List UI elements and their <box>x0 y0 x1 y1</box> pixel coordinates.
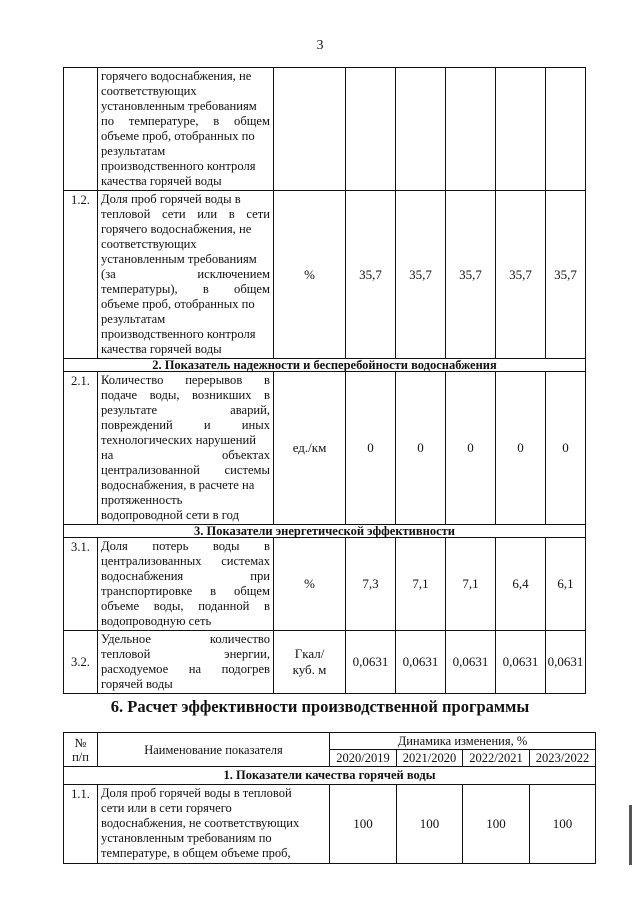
section-title: 6. Расчет эффективности производственной программы <box>110 697 530 716</box>
value-cell: 6,4 <box>496 538 546 631</box>
value-cell: 6,1 <box>546 538 586 631</box>
value-cell: 100 <box>330 785 397 864</box>
table-row <box>64 68 586 191</box>
section-row <box>64 767 596 785</box>
column-header-name: Наименование показателя <box>98 733 330 767</box>
period-header: 2020/2019 <box>330 750 397 767</box>
period-header: 2022/2021 <box>463 750 530 767</box>
column-header-number: № п/п <box>64 733 98 767</box>
section-heading: 2. Показатель надежности и бесперебойности водоснабжения <box>64 359 586 372</box>
row-number: 3.1. <box>64 538 98 631</box>
indicator-name: Доля потерь воды в централизованных системах водоснабжения при транспортировке в общем объеме воды, поданной в водопроводную сеть <box>98 538 274 631</box>
value-cell: 35,7 <box>396 191 446 359</box>
value-cell: 0,0631 <box>346 631 396 694</box>
efficiency-table <box>63 732 596 864</box>
value-cell: 7,3 <box>346 538 396 631</box>
value-cell: 7,1 <box>446 538 496 631</box>
value-cell: 0 <box>446 372 496 525</box>
page-number: 3 <box>316 38 324 53</box>
table-row <box>64 538 586 631</box>
table-row <box>64 191 586 359</box>
value-cell: 0,0631 <box>546 631 586 694</box>
value-cell: 100 <box>463 785 530 864</box>
indicator-name: Доля проб горячей воды в тепловой сети или в сети горячего водоснабжения, не соответствующих установленным требованиям по температуре, в общем объеме проб, <box>98 785 330 864</box>
column-header-dynamics: Динамика изменения, % <box>330 733 596 750</box>
table-row <box>64 785 596 864</box>
value-cell: 100 <box>530 785 596 864</box>
row-number: 3.2. <box>64 631 98 694</box>
unit-cell: Гкал/ куб. м <box>274 631 346 694</box>
section-heading: 3. Показатели энергетической эффективности <box>64 525 586 538</box>
value-cell: 0 <box>496 372 546 525</box>
value-cell: 35,7 <box>546 191 586 359</box>
value-cell: 0 <box>346 372 396 525</box>
indicator-name: Количество перерывов в подаче воды, возникших в результате аварий, повреждений и иных технологических нарушений на объектах централизованной системы водоснабжения, в расчете на протяженность водопроводной сети в год <box>98 372 274 525</box>
indicator-name: горячего водоснабжения, не соответствующих установленным требованиям по температуре, в общем объеме проб, отобранных по результатам производственного контроля качества горячей воды <box>98 68 274 191</box>
unit-cell: % <box>274 191 346 359</box>
section-heading: 1. Показатели качества горячей воды <box>64 767 596 785</box>
value-cell: 35,7 <box>496 191 546 359</box>
indicator-name: Доля проб горячей воды в тепловой сети или в сети горячего водоснабжения, не соответствующих установленным требованиям (за исключением температуры), в общем объеме проб, отобранных по результатам производственного контроля качества горячей воды <box>98 191 274 359</box>
indicator-name: Удельное количество тепловой энергии, расходуемое на подогрев горячей воды <box>98 631 274 694</box>
row-number: 1.2. <box>64 191 98 359</box>
table-row <box>64 372 586 525</box>
value-cell: 0 <box>546 372 586 525</box>
row-number: 2.1. <box>64 372 98 525</box>
value-cell: 35,7 <box>346 191 396 359</box>
value-cell: 0 <box>396 372 446 525</box>
value-cell: 35,7 <box>446 191 496 359</box>
unit-cell: % <box>274 538 346 631</box>
value-cell: 100 <box>397 785 463 864</box>
scan-margin-mark <box>629 805 632 865</box>
header-row <box>64 733 596 750</box>
period-header: 2021/2020 <box>397 750 463 767</box>
section-row <box>64 359 586 372</box>
value-cell: 7,1 <box>396 538 446 631</box>
unit-cell: ед./км <box>274 372 346 525</box>
row-number: 1.1. <box>64 785 98 864</box>
value-cell: 0,0631 <box>396 631 446 694</box>
indicators-table <box>63 67 586 694</box>
table-row <box>64 631 586 694</box>
value-cell: 0,0631 <box>446 631 496 694</box>
value-cell: 0,0631 <box>496 631 546 694</box>
row-number <box>64 68 98 191</box>
section-row <box>64 525 586 538</box>
period-header: 2023/2022 <box>530 750 596 767</box>
